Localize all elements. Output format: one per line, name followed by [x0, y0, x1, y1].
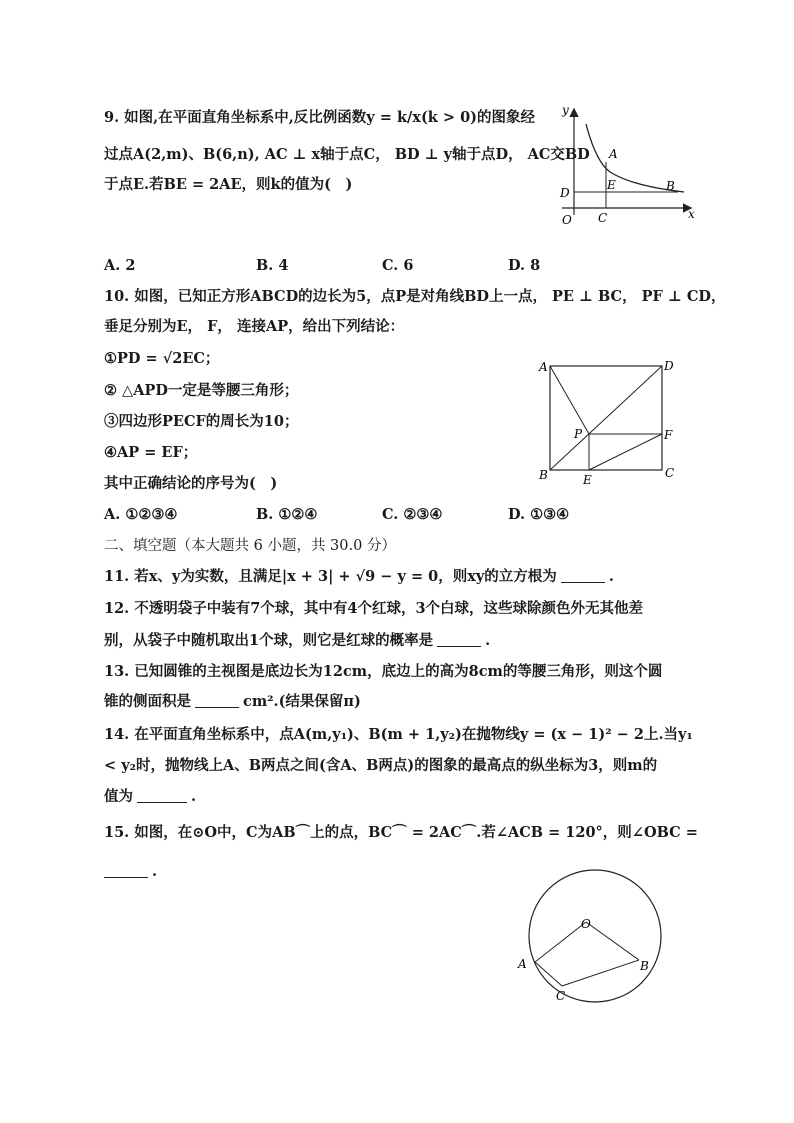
q14-text: 值为	[104, 788, 133, 805]
q10-conclusion-2: ② △APD一定是等腰三角形；	[104, 382, 299, 399]
q12-text: 别，从袋子中随机取出1个球，则它是红球的概率是	[104, 632, 434, 649]
q13-line-2	[104, 692, 361, 712]
q10-fig-b: B	[539, 468, 548, 482]
q12-line-1: 12. 不透明袋子中装有7个球，其中有4个红球，3个白球，这些球除颜色外无其他差	[104, 600, 644, 617]
q15-fig-b: B	[640, 959, 649, 973]
q13-end: cm².(结果保留π)	[243, 693, 361, 710]
q15-figure	[510, 868, 676, 1010]
q14-line-3	[104, 787, 196, 807]
section-title: 二、填空题（本大题共 6 小题，共 30.0 分）	[104, 538, 396, 554]
q10-fig-a: A	[539, 360, 548, 374]
q11-end: .	[608, 568, 614, 585]
q9-line-3: 于点E.若BE = 2AE，则k的值为( )	[104, 176, 353, 193]
q10-option-a[interactable]: A. ①②③④	[104, 506, 178, 523]
q14-line-2: < y₂时，抛物线上A、B两点之间(含A、B两点)的图象的最高点的纵坐标为3，则m的	[104, 757, 658, 774]
q15-fig-o: O	[581, 917, 591, 931]
q10-fig-p: P	[574, 427, 583, 441]
q14-answer-blank[interactable]	[137, 788, 187, 803]
q9-fig-a: A	[609, 147, 618, 161]
q15-line-2	[104, 862, 157, 882]
q10-conclusion-4: ④AP = EF；	[104, 444, 198, 461]
q9-figure	[552, 100, 702, 230]
q10-figure	[536, 356, 686, 490]
q10-fig-d: D	[664, 359, 674, 373]
q9-fig-e: E	[607, 178, 616, 192]
q9-option-d[interactable]: D. 8	[508, 257, 541, 274]
q10-fig-f: F	[664, 428, 673, 442]
q12-answer-blank[interactable]	[437, 632, 481, 647]
q10-option-c[interactable]: C. ②③④	[382, 506, 443, 523]
q9-option-b[interactable]: B. 4	[256, 257, 289, 274]
q10-option-d[interactable]: D. ①③④	[508, 506, 570, 523]
q9-fig-x: x	[688, 207, 695, 221]
q9-option-c[interactable]: C. 6	[382, 257, 414, 274]
q13-answer-blank[interactable]	[195, 693, 239, 708]
q9-line-2: 过点A(2,m)、B(6,n), AC ⊥ x轴于点C， BD ⊥ y轴于点D， AC交BD	[104, 146, 590, 163]
q14-line-1: 14. 在平面直角坐标系中，点A(m,y₁)、B(m + 1,y₂)在抛物线y = (x − 1)² − 2上.当y₁	[104, 726, 693, 743]
q10-line-2: 垂足分别为E， F， 连接AP，给出下列结论：	[104, 318, 405, 335]
q9-fig-b: B	[666, 179, 675, 193]
q13-text: 锥的侧面积是	[104, 693, 191, 710]
q11-answer-blank[interactable]	[561, 568, 605, 583]
q10-conclusion-1: ①PD = √2EC；	[104, 350, 220, 367]
q10-option-b[interactable]: B. ①②④	[256, 506, 318, 523]
q9-fig-d: D	[560, 186, 570, 200]
q9-fig-o: O	[562, 213, 572, 227]
q12-line-2	[104, 631, 490, 651]
q9-line-1: 9. 如图,在平面直角坐标系中,反比例函数y = k/x(k > 0)的图象经	[104, 109, 536, 126]
q10-fig-e: E	[583, 473, 592, 487]
q11-text: 11. 若x、y为实数，且满足|x + 3| + √9 − y = 0，则xy的立方根为	[104, 568, 557, 585]
q9-option-a[interactable]: A. 2	[104, 257, 136, 274]
q11-line	[104, 567, 614, 587]
q10-fig-c: C	[665, 466, 675, 480]
q14-end: .	[191, 788, 197, 805]
q12-end: .	[485, 632, 491, 649]
q15-fig-a: A	[518, 957, 527, 971]
q10-conclusion-3: ③四边形PECF的周长为10；	[104, 413, 299, 430]
q15-end: .	[152, 863, 158, 880]
q15-fig-c: C	[556, 989, 566, 1003]
q10-line-3: 其中正确结论的序号为( )	[104, 475, 278, 492]
q10-line-1: 10. 如图，已知正方形ABCD的边长为5，点P是对角线BD上一点， PE ⊥ BC， PF ⊥ CD，	[104, 288, 726, 305]
q9-fig-c: C	[598, 211, 608, 225]
q13-line-1: 13. 已知圆锥的主视图是底边长为12cm，底边上的高为8cm的等腰三角形，则这个圆	[104, 663, 663, 680]
q9-fig-y: y	[562, 103, 569, 117]
q15-answer-blank[interactable]	[104, 863, 148, 878]
q15-line-1: 15. 如图，在⊙O中，C为AB⌒上的点，BC⌒ = 2AC⌒.若∠ACB = 120°，则∠OBC =	[104, 824, 698, 841]
